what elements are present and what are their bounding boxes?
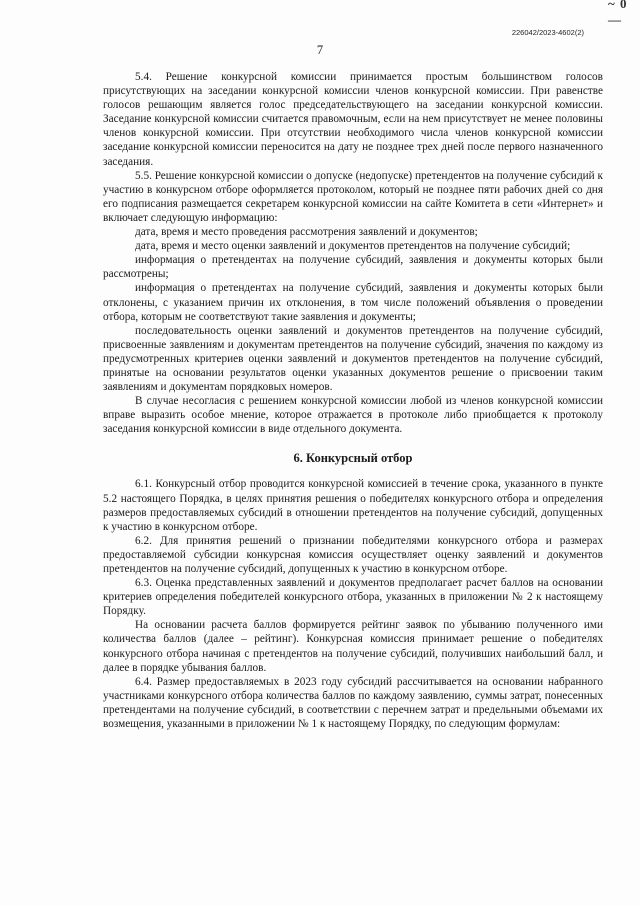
paragraph-6-3: 6.3. Оценка представленных заявлений и документов предполагает расчет баллов на основании критериев определения победителей конкурсного отбора, указанных в приложении № 2 к настоящему Порядку. xyxy=(103,577,603,618)
protocol-info-item: информация о претендентах на получение субсидий, заявления и документы которых были рассмотрены; xyxy=(103,254,603,281)
document-body xyxy=(103,70,603,731)
paragraph-6-1: 6.1. Конкурсный отбор проводится конкурсной комиссией в течение срока, указанного в пункте 5.2 настоящего Порядка, в целях принятия решения о победителях конкурсного отбора и определения размеров предоставляемых субсидий в отношении претендентов на получение субсидий, допущенных к участию в конкурсном отборе. xyxy=(103,478,603,533)
protocol-info-item: дата, время и место оценки заявлений и документов претендентов на получение субсидий; xyxy=(135,240,571,253)
paragraph-disagreement: В случае несогласия с решением конкурсной комиссии любой из членов конкурсной комиссии вправе выразить особое мнение, которое отражается в протоколе либо приобщается к протоколу заседания конкурсной комиссии в виде отдельного документа. xyxy=(103,395,603,436)
paragraph-5-5: 5.5. Решение конкурсной комиссии о допуске (недопуске) претендентов на получение субсидий к участию в конкурсном отборе оформляется протоколом, который не позднее пяти рабочих дней со дня его подписания размещается секретарем конкурсной комиссии на сайте Комитета в сети «Интернет» и включает следующую информацию: xyxy=(103,169,603,224)
protocol-info-item: информация о претендентах на получение субсидий, заявления и документы которых были отклонены, с указанием причин их отклонения, в том числе положений объявления о проведении отбора, которым не соответствуют такие заявления и документы; xyxy=(103,282,603,323)
top-page-mark: ~ 0 — xyxy=(608,0,628,27)
section-6-heading: 6. Конкурсный отбор xyxy=(293,451,413,466)
protocol-info-item: последовательность оценки заявлений и документов претендентов на получение субсидий, присвоенные заявлениям и документам претендентов на получение субсидий, значения по каждому из предусмотренных критериев оценки заявлений и документов претендентов на получение субсидий, принятые на основании результатов оценки указанных документов решение о присвоении таким заявлениям и документам порядковых номеров. xyxy=(103,324,603,394)
document-number: 226042/2023-4602(2) xyxy=(511,28,584,37)
paragraph-rating: На основании расчета баллов формируется рейтинг заявок по убыванию полученного ими количества баллов (далее – рейтинг). Конкурсная комиссия принимает решение о победителях конкурсного отбора начиная с претендентов на получение субсидий, получивших наибольший балл, и далее в порядке убывания баллов. xyxy=(103,619,603,674)
paragraph-6-4: 6.4. Размер предоставляемых в 2023 году субсидий рассчитывается на основании набранного участниками конкурсного отбора количества баллов по каждому заявлению, суммы затрат, понесенных претендентами на получение субсидий, в соответствии с перечнем затрат и предельными объемами их возмещения, указанными в приложении № 1 к настоящему Порядку, по следующим формулам: xyxy=(103,675,603,731)
paragraph-6-2: 6.2. Для принятия решений о признании победителями конкурсного отбора и размерах предоставляемой субсидии конкурсная комиссия осуществляет оценку заявлений и документов претендентов на получение субсидий, допущенных к участию в конкурсном отборе. xyxy=(103,534,603,575)
protocol-info-item: дата, время и место проведения рассмотрения заявлений и документов; xyxy=(135,226,478,239)
page-number: 7 xyxy=(316,43,324,57)
paragraph-5-4: 5.4. Решение конкурсной комиссии принимается простым большинством голосов присутствующих на заседании конкурсной комиссии членов конкурсной комиссии. При равенстве голосов решающим является голос председательствующего на заседании конкурсной комиссии. Заседание конкурсной комиссии считается правомочным, если на нем присутствует не менее половины членов конкурсной комиссии. При отсутствии необходимого числа членов конкурсной комиссии заседание конкурсной комиссии переносится на дату не позднее трех дней после первого назначенного заседания. xyxy=(103,71,603,168)
